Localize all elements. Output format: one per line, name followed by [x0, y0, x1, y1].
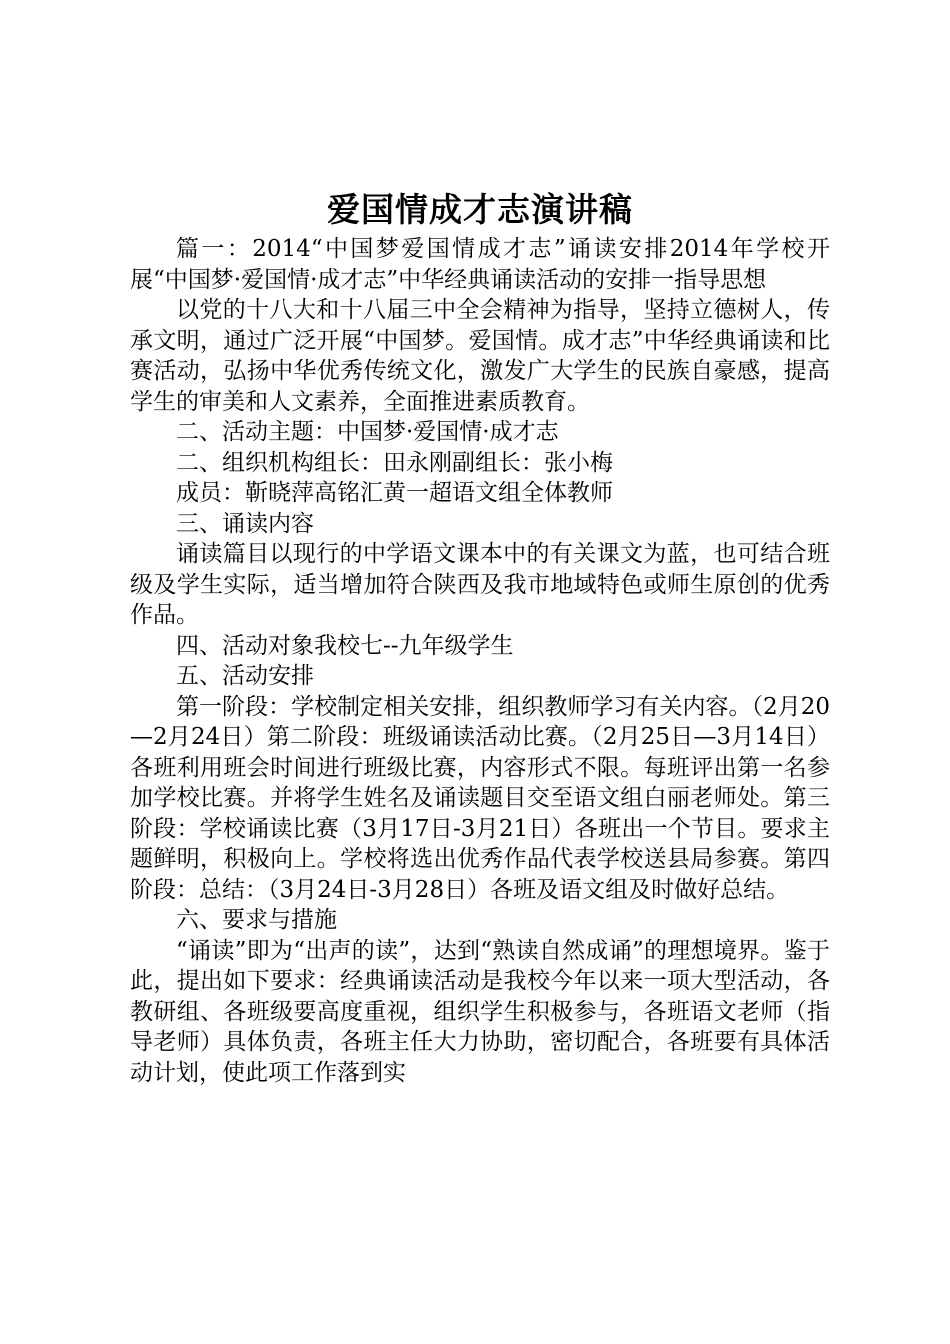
paragraph-reading-content-heading: 三、诵读内容 [176, 510, 314, 537]
paragraph-schedule: 第一阶段：学校制定相关安排，组织教师学习有关内容。（2月20—2月24日）第二阶段：班级诵读活动比赛。（2月25日—3月14日）各班利用班会时间进行班级比赛，内容形式不限。每班评出第一名参加学校比赛。并将学生姓名及诵读题目交至语文组白丽老师处。第三阶段：学校诵读比赛（3月17日-3月21日）各班出一个节目。要求主题鲜明，积极向上。学校将选出优秀作品代表学校送县局参赛。第四阶段：总结：（3月24日-3月28日）各班及语文组及时做好总结。 [130, 693, 830, 903]
paragraph-activity-theme: 二、活动主题：中国梦·爱国情·成才志 [176, 419, 559, 445]
paragraph-intro: 篇一：2014“中国梦爱国情成才志”诵读安排2014年学校开展“中国梦·爱国情·成才志”中华经典诵读活动的安排一指导思想 [130, 236, 830, 293]
paragraph-requirements: “诵读”即为“出声的读”，达到“熟读自然成诵”的理想境界。鉴于此，提出如下要求：经典诵读活动是我校今年以来一项大型活动，各教研组、各班级要高度重视，组织学生积极参与，各班语文老师（指导老师）具体负责，各班主任大力协助，密切配合，各班要有具体活动计划，使此项工作落到实 [130, 937, 830, 1086]
document-page [130, 186, 830, 1088]
paragraph-schedule-heading: 五、活动安排 [176, 663, 314, 689]
paragraph-reading-content: 诵读篇目以现行的中学语文课本中的有关课文为蓝，也可结合班级及学生实际，适当增加符合陕西及我市地域特色或师生原创的优秀作品。 [130, 541, 830, 628]
paragraph-organization: 二、组织机构组长：田永刚副组长：张小梅 [176, 449, 613, 476]
paragraph-participants: 四、活动对象我校七--九年级学生 [176, 632, 514, 659]
document-title: 爱国情成才志演讲稿 [327, 190, 633, 229]
paragraph-members: 成员：靳晓萍高铭汇黄一超语文组全体教师 [176, 480, 613, 506]
paragraph-requirements-heading: 六、要求与措施 [176, 907, 337, 933]
paragraph-guiding-thought: 以党的十八大和十八届三中全会精神为指导，坚持立德树人，传承文明，通过广泛开展“中国梦。爱国情。成才志”中华经典诵读和比赛活动，弘扬中华优秀传统文化，激发广大学生的民族自豪感，提高学生的审美和人文素养，全面推进素质教育。 [130, 297, 830, 415]
